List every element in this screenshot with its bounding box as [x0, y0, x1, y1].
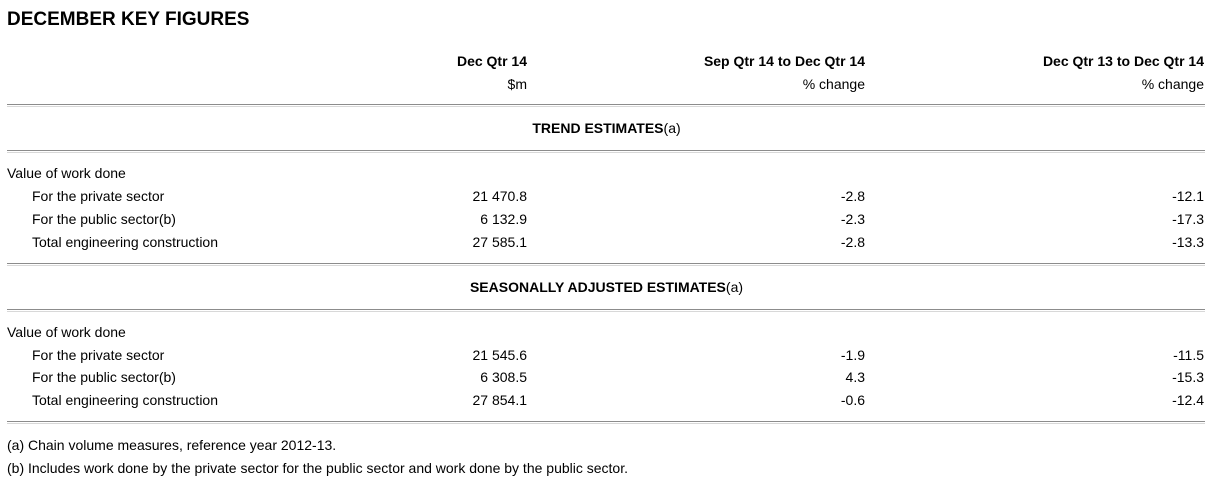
table-cell: -0.6: [840, 392, 865, 408]
table-cell: 21 545.6: [472, 347, 527, 363]
table-cell: 21 470.8: [472, 188, 527, 204]
table-cell: 27 854.1: [472, 392, 527, 408]
section-title-note: (a): [663, 120, 681, 136]
column-unit-2: % change: [802, 76, 865, 92]
section-divider: [7, 263, 1205, 266]
page-title: DECEMBER KEY FIGURES: [7, 9, 250, 30]
column-heading-3: Dec Qtr 13 to Dec Qtr 14: [1042, 53, 1204, 69]
section-title-text: TREND ESTIMATES: [532, 120, 664, 136]
row-label: For the public sector(b): [32, 211, 176, 227]
row-label: Total engineering construction: [32, 234, 219, 250]
table-cell: -17.3: [1172, 211, 1204, 227]
table-cell: -2.8: [840, 188, 865, 204]
footnote-a: (a) Chain volume measures, reference year 2012-13.: [7, 437, 337, 453]
table-cell: -12.1: [1172, 188, 1204, 204]
table-cell: 6 308.5: [480, 369, 527, 385]
column-unit-3: % change: [1141, 76, 1204, 92]
section-divider: [7, 150, 1205, 153]
column-heading-1: Dec Qtr 14: [456, 53, 527, 69]
section-title-trend: [0, 120, 1209, 136]
table-cell: -2.8: [840, 234, 865, 250]
footnote-b: (b) Includes work done by the private sector for the public sector and work done by the public sector.: [7, 460, 628, 476]
table-cell: -12.4: [1172, 392, 1204, 408]
table-cell: -2.3: [840, 211, 865, 227]
row-label: Total engineering construction: [32, 392, 219, 408]
section-divider: [7, 309, 1205, 312]
row-label: For the private sector: [32, 347, 165, 363]
table-bottom-divider: [7, 421, 1205, 424]
table-cell: 6 132.9: [480, 211, 527, 227]
group-label: Value of work done: [7, 324, 126, 340]
table-cell: 4.3: [845, 369, 865, 385]
column-unit-1: $m: [507, 76, 527, 92]
column-heading-2: Sep Qtr 14 to Dec Qtr 14: [703, 53, 865, 69]
table-cell: -1.9: [840, 347, 865, 363]
header-divider: [7, 104, 1205, 107]
section-title-text: SEASONALLY ADJUSTED ESTIMATES: [469, 279, 726, 295]
section-title-note: (a): [725, 279, 744, 295]
row-label: For the public sector(b): [32, 369, 176, 385]
table-cell: -15.3: [1172, 369, 1204, 385]
table-cell: 27 585.1: [472, 234, 527, 250]
row-label: For the private sector: [32, 188, 165, 204]
table-cell: -11.5: [1173, 347, 1204, 363]
section-title-seasonally-adjusted: [0, 279, 1209, 295]
table-cell: -13.3: [1172, 234, 1204, 250]
group-label: Value of work done: [7, 165, 126, 181]
